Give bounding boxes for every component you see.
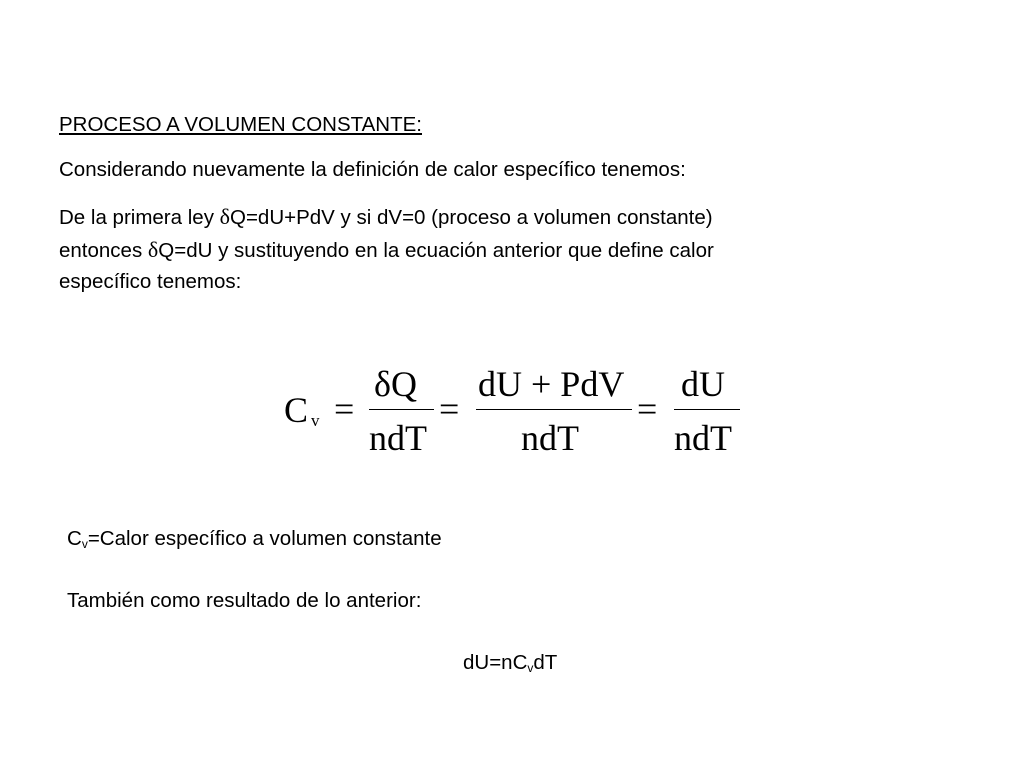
intro-paragraph: Considerando nuevamente la definición de calor específico tenemos: bbox=[59, 158, 686, 181]
fraction-3-denominator: ndT bbox=[674, 418, 732, 458]
section-heading: PROCESO A VOLUMEN CONSTANTE: bbox=[59, 113, 422, 136]
fraction-3-numerator: dU bbox=[681, 364, 725, 404]
first-law-paragraph bbox=[59, 201, 939, 298]
equals-sign-2: = bbox=[439, 389, 460, 429]
cv-subscript: v bbox=[81, 537, 88, 551]
consequence-text: También como resultado de lo anterior: bbox=[67, 589, 422, 612]
first-law-line-1 bbox=[59, 201, 939, 234]
internal-energy-formula bbox=[463, 648, 557, 678]
first-law-text-1a: De la primera ley bbox=[59, 206, 220, 229]
equals-sign-3: = bbox=[637, 389, 658, 429]
formula-subscript: v bbox=[527, 661, 534, 675]
delta-symbol: δ bbox=[219, 204, 231, 229]
first-law-text-2b: Q=dU y sustituyendo en la ecuación anterior que define calor bbox=[158, 238, 714, 262]
first-law-line-2 bbox=[59, 234, 939, 267]
fraction-3-bar bbox=[674, 409, 740, 410]
fraction-1-bar bbox=[369, 409, 434, 410]
equation-lhs: C bbox=[284, 390, 309, 430]
equation-lhs-subscript: v bbox=[311, 411, 320, 430]
fraction-2-numerator: dU + PdV bbox=[478, 364, 625, 404]
first-law-text-2a: entonces bbox=[59, 238, 148, 262]
formula-part-1: dU=nC bbox=[463, 651, 528, 674]
formula-part-2: dT bbox=[533, 651, 558, 674]
first-law-line-3: específico tenemos: bbox=[59, 270, 242, 293]
fraction-1-numerator: δQ bbox=[374, 364, 417, 404]
equals-sign-1: = bbox=[334, 389, 355, 429]
cv-definition-text: =Calor específico a volumen constante bbox=[87, 527, 442, 550]
fraction-2-bar bbox=[476, 409, 632, 410]
fraction-1-denominator: ndT bbox=[369, 418, 427, 458]
cv-symbol: C bbox=[67, 527, 82, 550]
delta-symbol: δ bbox=[147, 236, 159, 262]
first-law-text-1b: Q=dU+PdV y si dV=0 (proceso a volumen constante) bbox=[230, 206, 713, 229]
fraction-2-denominator: ndT bbox=[521, 418, 579, 458]
cv-definition bbox=[67, 524, 442, 554]
